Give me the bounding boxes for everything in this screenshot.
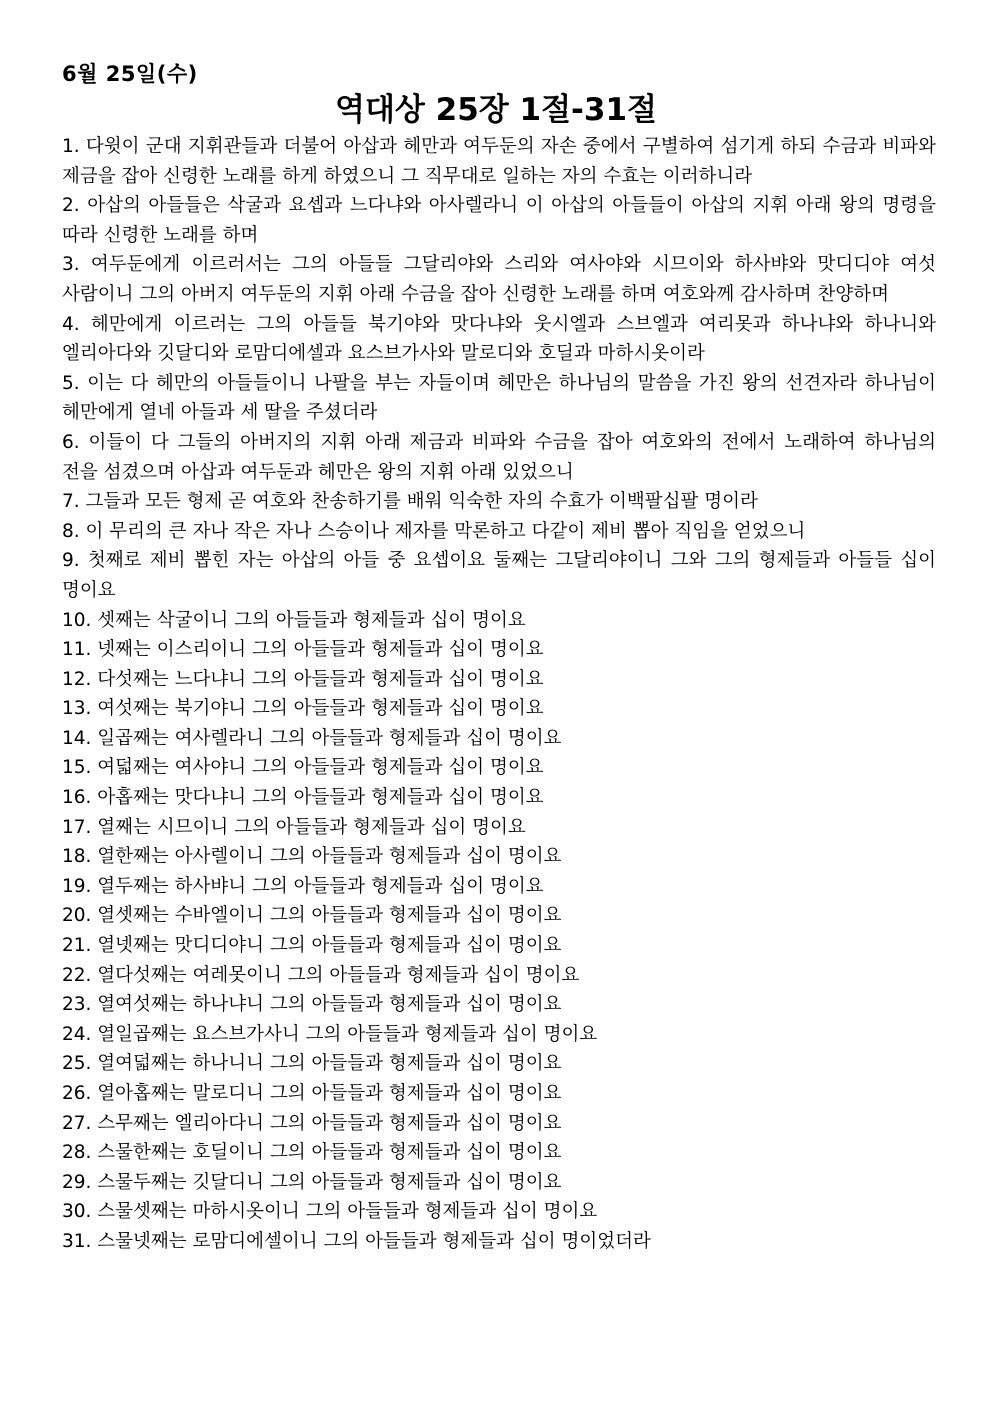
verse-item: 24. 열일곱째는 요스브가사니 그의 아들들과 형제들과 십이 명이요 bbox=[62, 1023, 598, 1045]
verse-item: 12. 다섯째는 느다냐니 그의 아들들과 형제들과 십이 명이요 bbox=[62, 668, 544, 690]
verse-item: 7. 그들과 모든 형제 곧 여호와 찬송하기를 배워 익숙한 자의 수효가 이백팔십팔 명이라 bbox=[62, 491, 758, 513]
verse-item: 22. 열다섯째는 여레못이니 그의 아들들과 형제들과 십이 명이요 bbox=[62, 964, 580, 986]
verse-item: 25. 열여덟째는 하나니니 그의 아들들과 형제들과 십이 명이요 bbox=[62, 1053, 562, 1075]
verse-item: 9. 첫째로 제비 뽑힌 자는 아삽의 아들 중 요셉이요 둘째는 그달리야이니 그와 그의 형제들과 아들들 십이 명이요 bbox=[62, 550, 936, 601]
verse-item: 13. 여섯째는 북기야니 그의 아들들과 형제들과 십이 명이요 bbox=[62, 698, 544, 720]
verse-item: 4. 헤만에게 이르러는 그의 아들들 북기야와 맛다냐와 웃시엘과 스브엘과 여리못과 하나냐와 하나니와 엘리아다와 깃달디와 로맘디에셀과 요스브가사와 말로디와 호딜과 마하시옷이라 bbox=[62, 313, 936, 365]
verse-item: 2. 아삽의 아들들은 삭굴과 요셉과 느다냐와 아사렐라니 이 아삽의 아들들이 아삽의 지휘 아래 왕의 명령을 따라 신령한 노래를 하며 bbox=[62, 195, 936, 246]
verse-item: 26. 열아홉째는 말로디니 그의 아들들과 형제들과 십이 명이요 bbox=[62, 1083, 562, 1104]
verse-item: 29. 스물두째는 깃달디니 그의 아들들과 형제들과 십이 명이요 bbox=[62, 1171, 562, 1193]
date-heading: 6월 25일(수) bbox=[62, 62, 198, 86]
verse-item: 8. 이 무리의 큰 자나 작은 자나 스승이나 제자를 막론하고 다같이 제비 뽑아 직임을 얻었으니 bbox=[62, 520, 806, 542]
verse-item: 27. 스무째는 엘리아다니 그의 아들들과 형제들과 십이 명이요 bbox=[62, 1112, 562, 1134]
verse-item: 21. 열넷째는 맛디디야니 그의 아들들과 형제들과 십이 명이요 bbox=[62, 935, 562, 957]
verse-item: 23. 열여섯째는 하나냐니 그의 아들들과 형제들과 십이 명이요 bbox=[62, 994, 562, 1016]
verse-item: 14. 일곱째는 여사렐라니 그의 아들들과 형제들과 십이 명이요 bbox=[62, 727, 562, 749]
verse-item: 6. 이들이 다 그들의 아버지의 지휘 아래 제금과 비파와 수금을 잡아 여호와의 전에서 노래하여 하나님의 전을 섬겼으며 아삽과 여두둔과 헤만은 왕의 지휘 아래 있었으니 bbox=[62, 431, 936, 483]
verse-item: 19. 열두째는 하사뱌니 그의 아들들과 형제들과 십이 명이요 bbox=[62, 875, 544, 897]
verse-item: 20. 열셋째는 수바엘이니 그의 아들들과 형제들과 십이 명이요 bbox=[62, 905, 562, 927]
verse-item: 10. 셋째는 삭굴이니 그의 아들들과 형제들과 십이 명이요 bbox=[62, 609, 526, 631]
verse-item: 16. 아홉째는 맛다냐니 그의 아들들과 형제들과 십이 명이요 bbox=[62, 787, 544, 809]
verse-item: 31. 스물넷째는 로맘디에셀이니 그의 아들들과 형제들과 십이 명이었더라 bbox=[62, 1230, 651, 1252]
verse-item: 5. 이는 다 헤만의 아들들이니 나팔을 부는 자들이며 헤만은 하나님의 말씀을 가진 왕의 선견자라 하나님이 헤만에게 열네 아들과 세 딸을 주셨더라 bbox=[62, 372, 936, 424]
verse-item: 11. 넷째는 이스리이니 그의 아들들과 형제들과 십이 명이요 bbox=[62, 639, 544, 661]
verse-item: 18. 열한째는 아사렐이니 그의 아들들과 형제들과 십이 명이요 bbox=[62, 846, 562, 868]
verse-item: 30. 스물셋째는 마하시옷이니 그의 아들들과 형제들과 십이 명이요 bbox=[62, 1201, 598, 1223]
verse-item: 1. 다윗이 군대 지휘관들과 더불어 아삽과 헤만과 여두둔의 자손 중에서 구별하여 섬기게 하되 수금과 비파와 제금을 잡아 신령한 노래를 하게 하였으니 그 직무대로 일하는 자의 수효는 이러하니라 bbox=[62, 136, 936, 187]
verse-item: 17. 열째는 시므이니 그의 아들들과 형제들과 십이 명이요 bbox=[62, 816, 526, 838]
verse-item: 3. 여두둔에게 이르러서는 그의 아들들 그달리야와 스리와 여사야와 시므이와 하사뱌와 맛디디야 여섯 사람이니 그의 아버지 여두둔의 지휘 아래 수금을 잡아 신령한 노래를 하며 여호와께 감사하며 찬양하며 bbox=[62, 254, 936, 305]
verse-list bbox=[62, 132, 936, 1257]
verse-item: 15. 여덟째는 여사야니 그의 아들들과 형제들과 십이 명이요 bbox=[62, 757, 544, 779]
page-title: 역대상 25장 1절-31절 bbox=[335, 92, 657, 128]
verse-item: 28. 스물한째는 호딜이니 그의 아들들과 형제들과 십이 명이요 bbox=[62, 1142, 562, 1164]
